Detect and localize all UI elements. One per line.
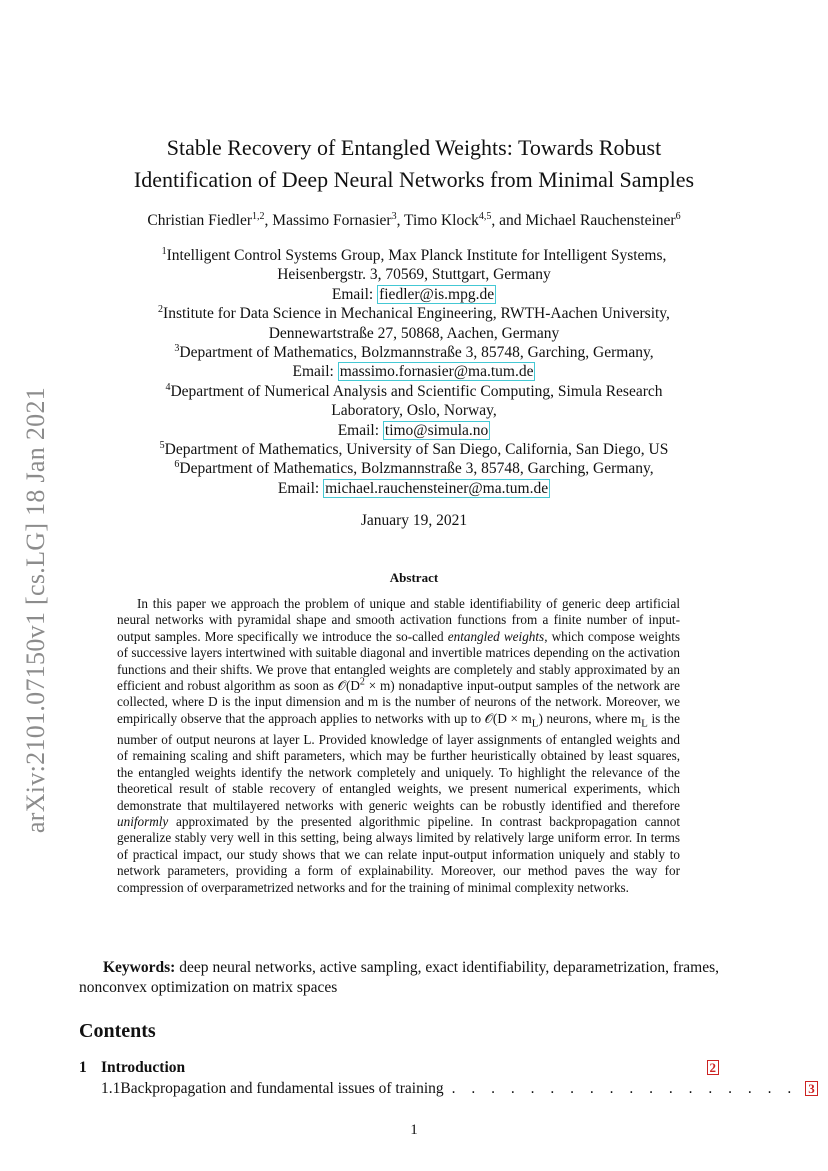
paper-title — [60, 132, 768, 196]
paper-date: January 19, 2021 — [360, 512, 468, 529]
table-of-contents — [79, 1057, 815, 1099]
affiliation-6 — [90, 459, 738, 478]
author-name: Michael Rauchensteiner — [525, 212, 676, 229]
toc-number: 1 — [79, 1059, 87, 1076]
affiliation-5 — [90, 440, 738, 459]
toc-label: Introduction — [101, 1059, 186, 1076]
author-name: Christian Fiedler — [147, 212, 253, 229]
email-label: Email: — [337, 421, 383, 439]
author-affiliation-mark: 4,5 — [478, 210, 492, 222]
contents-heading: Contents — [79, 1020, 156, 1042]
author-separator: , — [264, 212, 273, 229]
affiliation-3 — [90, 343, 738, 362]
author-affiliation-mark: 1,2 — [252, 210, 265, 222]
toc-entry-backpropagation[interactable] — [79, 1078, 815, 1099]
affiliation-2 — [90, 304, 738, 323]
arxiv-stamp — [12, 370, 60, 850]
page-number: 1 — [410, 1122, 418, 1138]
author-name: Massimo Fornasier — [272, 212, 392, 229]
toc-number: 1.1 — [101, 1080, 121, 1097]
abstract-text: × m) nonadaptive input-output samples of the network are collected, where D is the input dimension and m is the number of neurons of the network. Moreover, we empirically observe that the approach applies to networks with up to 𝒪(D × m — [117, 678, 680, 726]
affiliation-mark: 3 — [174, 342, 180, 354]
keywords-label: Keywords: — [103, 959, 176, 976]
email-label: Email: — [331, 285, 378, 303]
toc-leader-dots: . . . . . . . . . . . . . . . . . . — [451, 1080, 798, 1097]
email-link[interactable]: michael.rauchensteiner@ma.tum.de — [325, 479, 549, 497]
email-link[interactable]: massimo.fornasier@ma.tum.de — [339, 363, 534, 381]
affiliation-email-line — [90, 421, 738, 440]
affiliation-email-line — [90, 285, 738, 304]
abstract-text: approximated by the presented algorithmic pipeline. In contrast backpropagation cannot generalize stably very well in this setting, being always limited by relatively large uniform error. In terms of practical impact, our study shows that we can relate input-output information uniquely and stably to network parameters, providing a form of explainability. Moreover, our method paves the way for compression of overparametrized networks and for the training of minimal complexity networks. — [117, 813, 680, 895]
title-line-1: Stable Recovery of Entangled Weights: Towards Robust — [166, 135, 662, 160]
affiliation-address: Laboratory, Oslo, Norway, — [331, 402, 497, 420]
affiliation-text: Department of Mathematics, University of San Diego, California, San Diego, US — [164, 441, 669, 459]
affiliation-address: Heisenbergstr. 3, 70569, Stuttgart, Germany — [277, 266, 551, 284]
abstract-text: , which compose weights of successive layers intertwined with suitable diagonal and invertible matrices depending on the activation functions and their shifts. We prove that entangled weights are completely and stably approximated by an efficient and robust algorithm as soon as 𝒪(D — [117, 628, 680, 694]
math-subscript: L — [641, 717, 648, 730]
toc-entry-introduction[interactable] — [79, 1057, 719, 1078]
affiliation-mark: 4 — [165, 381, 171, 393]
affiliation-text: Institute for Data Science in Mechanical Engineering, RWTH-Aachen University, — [163, 305, 670, 323]
affiliation-4 — [90, 382, 738, 401]
email-link[interactable]: fiedler@is.mpg.de — [379, 285, 495, 303]
affiliation-1 — [90, 246, 738, 265]
math-superscript: 2 — [359, 676, 365, 688]
affiliation-address: Dennewartstraße 27, 50868, Aachen, Germany — [268, 324, 560, 342]
email-label: Email: — [292, 363, 338, 381]
affiliation-text: Department of Numerical Analysis and Scientific Computing, Simula Research — [170, 382, 663, 400]
affiliation-email-line — [90, 479, 738, 498]
affiliation-mark: 1 — [161, 245, 167, 257]
abstract-emphasis: entangled weights — [447, 628, 545, 644]
abstract-text: In this paper we approach the problem of unique and stable identifiability of generic deep artificial neural networks with pyramidal shape and smooth activation functions from a finite number of input-output samples. More specifically we introduce the so-called — [117, 596, 680, 644]
keywords — [79, 958, 719, 997]
toc-page-link[interactable]: 3 — [805, 1081, 818, 1096]
affiliation-email-line — [90, 362, 738, 381]
affiliation-text: Intelligent Control Systems Group, Max Planck Institute for Intelligent Systems, — [166, 247, 667, 264]
toc-page-link[interactable]: 2 — [707, 1060, 720, 1075]
affiliation-text: Department of Mathematics, Bolzmannstraße 3, 85748, Garching, Germany, — [179, 460, 654, 478]
affiliation-mark: 6 — [174, 459, 180, 471]
affiliation-mark: 2 — [158, 304, 164, 316]
email-link[interactable]: timo@simula.no — [384, 421, 489, 439]
keywords-text: deep neural networks, active sampling, exact identifiability, deparametrization, frames, nonconvex optimization on matrix spaces — [79, 959, 719, 996]
abstract-body — [117, 596, 680, 896]
toc-label: Backpropagation and fundamental issues of training — [120, 1080, 444, 1097]
author-list — [60, 210, 768, 232]
email-label: Email: — [277, 479, 324, 497]
affiliation-text: Department of Mathematics, Bolzmannstraße 3, 85748, Garching, Germany, — [179, 344, 654, 362]
author-name: Timo Klock — [404, 212, 479, 229]
author-separator: , — [396, 212, 405, 229]
abstract-text: is the number of output neurons at layer L. Provided knowledge of layer assignments of entangled weights and of remaining scaling and shift parameters, which may be further heuristically obtained by least squares, the entangled weights identify the network completely and uniquely. To highlight the relevance of the theoretical result of stable recovery of entangled weights, we present numerical experiments, which demonstrate that multilayered networks with generic weights can be robustly identified and therefore — [117, 710, 680, 813]
abstract-text: ) neurons, where m — [538, 710, 642, 726]
author-affiliation-mark: 3 — [391, 210, 397, 222]
title-line-2: Identification of Deep Neural Networks from Minimal Samples — [133, 167, 695, 192]
math-subscript: L — [531, 717, 539, 730]
author-affiliation-mark: 6 — [675, 210, 681, 222]
author-separator: , and — [491, 212, 526, 229]
affiliations — [90, 246, 738, 498]
abstract-emphasis: uniformly — [117, 813, 169, 829]
affiliation-mark: 5 — [159, 439, 165, 451]
arxiv-identifier: arXiv:2101.07150v1 [cs.LG] 18 Jan 2021 — [21, 386, 50, 834]
abstract-heading: Abstract — [389, 570, 439, 585]
